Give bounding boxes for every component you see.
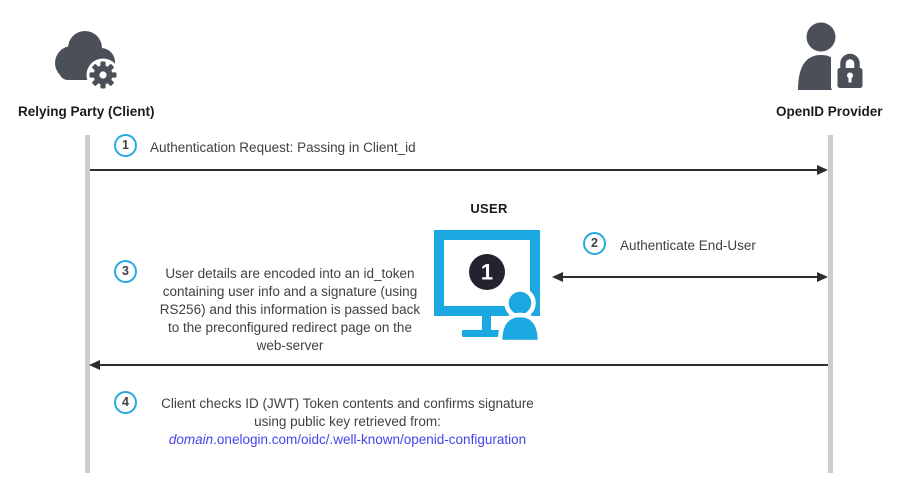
step-3-line-5: web-server [256, 338, 324, 353]
step-1-text: Authentication Request: Passing in Client_id [150, 140, 416, 155]
user-label: USER [470, 201, 508, 216]
link-path-part: .onelogin.com/oidc/.well-known/openid-configuration [213, 432, 527, 447]
step-2-arrow [560, 276, 820, 278]
step-4-badge: 4 [114, 391, 137, 414]
relying-party-label: Relying Party (Client) [18, 104, 155, 119]
step-1-arrow [90, 169, 819, 171]
relying-party-lifeline [85, 135, 90, 473]
step-3-badge: 3 [114, 260, 137, 283]
step-4-line-2: using public key retrieved from: [254, 414, 441, 429]
openid-provider-label: OpenID Provider [776, 104, 883, 119]
link-domain-part: domain [168, 432, 214, 447]
step-3-line-1: User details are encoded into an id_token [165, 266, 415, 281]
step-3-text [140, 265, 440, 355]
step-4-config-link[interactable] [145, 431, 550, 448]
monitor-badge-number: 1 [480, 259, 494, 285]
openid-provider-lifeline [828, 135, 833, 473]
step-2-text: Authenticate End-User [620, 238, 756, 253]
step-1-badge: 1 [114, 134, 137, 157]
step-3-arrowhead-left [89, 360, 100, 370]
monitor-user-icon [432, 226, 546, 342]
step-2-arrowhead-left [552, 272, 563, 282]
step-4-text [145, 395, 550, 448]
step-3-line-4: to the preconfigured redirect page on the [168, 320, 412, 335]
step-3-line-3: RS256) and this information is passed back [159, 302, 421, 317]
step-3-arrow [97, 364, 828, 366]
step-3-line-2: containing user info and a signature (using [162, 284, 418, 299]
user-lock-icon [793, 20, 871, 94]
cloud-gear-icon [48, 18, 124, 92]
step-2-badge: 2 [583, 232, 606, 255]
step-4-line-1: Client checks ID (JWT) Token contents and confirms signature [161, 396, 534, 411]
step-1-arrowhead-right [817, 165, 828, 175]
step-2-arrowhead-right [817, 272, 828, 282]
